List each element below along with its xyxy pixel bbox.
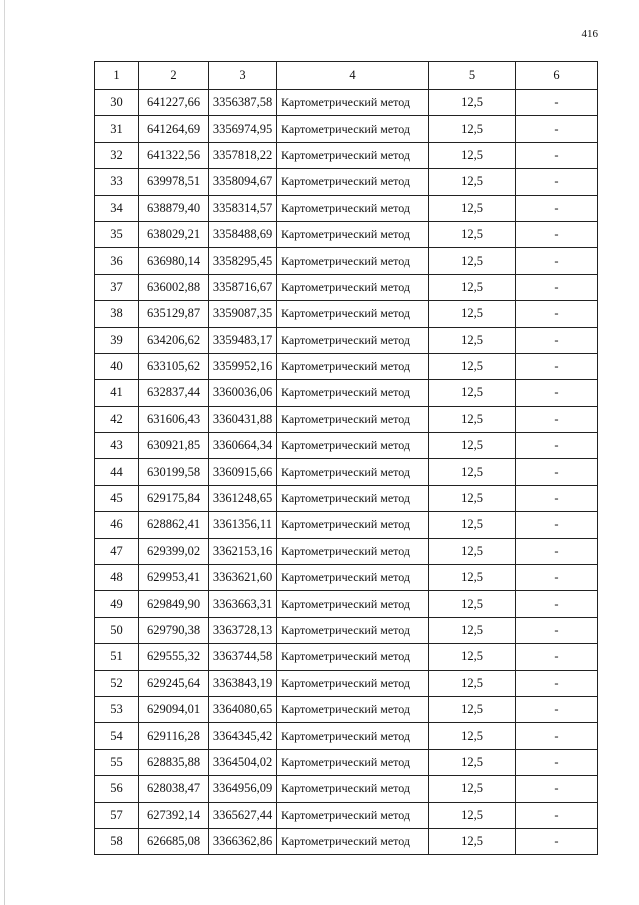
note-cell: - [516,591,598,617]
method-cell: Картометрический метод [277,749,429,775]
note-cell: - [516,90,598,116]
y-coordinate-cell: 3358094,67 [209,169,277,195]
header-cell: 4 [277,62,429,90]
note-cell: - [516,380,598,406]
table-row [95,802,598,828]
point-number-cell: 48 [95,565,139,591]
x-coordinate-cell: 629849,90 [139,591,209,617]
x-coordinate-cell: 630921,85 [139,433,209,459]
y-coordinate-cell: 3364080,65 [209,696,277,722]
y-coordinate-cell: 3363843,19 [209,670,277,696]
x-coordinate-cell: 629094,01 [139,696,209,722]
point-number-cell: 34 [95,195,139,221]
table-row [95,485,598,511]
method-cell: Картометрический метод [277,670,429,696]
point-number-cell: 45 [95,485,139,511]
point-number-cell: 42 [95,406,139,432]
method-cell: Картометрический метод [277,591,429,617]
coordinates-table [94,61,598,855]
note-cell: - [516,195,598,221]
x-coordinate-cell: 632837,44 [139,380,209,406]
note-cell: - [516,776,598,802]
y-coordinate-cell: 3363728,13 [209,617,277,643]
note-cell: - [516,723,598,749]
note-cell: - [516,142,598,168]
accuracy-cell: 12,5 [429,195,516,221]
x-coordinate-cell: 629953,41 [139,565,209,591]
y-coordinate-cell: 3362153,16 [209,538,277,564]
x-coordinate-cell: 636002,88 [139,274,209,300]
method-cell: Картометрический метод [277,485,429,511]
note-cell: - [516,749,598,775]
accuracy-cell: 12,5 [429,538,516,564]
table-row [95,142,598,168]
y-coordinate-cell: 3364345,42 [209,723,277,749]
accuracy-cell: 12,5 [429,670,516,696]
method-cell: Картометрический метод [277,617,429,643]
y-coordinate-cell: 3363744,58 [209,644,277,670]
method-cell: Картометрический метод [277,538,429,564]
method-cell: Картометрический метод [277,459,429,485]
point-number-cell: 54 [95,723,139,749]
note-cell: - [516,459,598,485]
header-cell: 3 [209,62,277,90]
note-cell: - [516,617,598,643]
accuracy-cell: 12,5 [429,459,516,485]
table-row [95,380,598,406]
method-cell: Картометрический метод [277,195,429,221]
table-row [95,459,598,485]
y-coordinate-cell: 3356387,58 [209,90,277,116]
y-coordinate-cell: 3358314,57 [209,195,277,221]
table-row [95,565,598,591]
x-coordinate-cell: 630199,58 [139,459,209,485]
method-cell: Картометрический метод [277,116,429,142]
note-cell: - [516,644,598,670]
point-number-cell: 41 [95,380,139,406]
method-cell: Картометрический метод [277,406,429,432]
accuracy-cell: 12,5 [429,591,516,617]
table-row [95,406,598,432]
x-coordinate-cell: 629175,84 [139,485,209,511]
point-number-cell: 40 [95,353,139,379]
method-cell: Картометрический метод [277,644,429,670]
table-row [95,670,598,696]
method-cell: Картометрический метод [277,248,429,274]
point-number-cell: 37 [95,274,139,300]
method-cell: Картометрический метод [277,353,429,379]
x-coordinate-cell: 641322,56 [139,142,209,168]
x-coordinate-cell: 626685,08 [139,828,209,854]
note-cell: - [516,802,598,828]
x-coordinate-cell: 629116,28 [139,723,209,749]
note-cell: - [516,485,598,511]
y-coordinate-cell: 3363663,31 [209,591,277,617]
table-row [95,301,598,327]
accuracy-cell: 12,5 [429,221,516,247]
y-coordinate-cell: 3365627,44 [209,802,277,828]
accuracy-cell: 12,5 [429,90,516,116]
accuracy-cell: 12,5 [429,274,516,300]
note-cell: - [516,512,598,538]
y-coordinate-cell: 3358716,67 [209,274,277,300]
note-cell: - [516,327,598,353]
method-cell: Картометрический метод [277,221,429,247]
table-row [95,433,598,459]
accuracy-cell: 12,5 [429,512,516,538]
method-cell: Картометрический метод [277,802,429,828]
table-header-row [95,62,598,90]
point-number-cell: 44 [95,459,139,485]
point-number-cell: 35 [95,221,139,247]
y-coordinate-cell: 3363621,60 [209,565,277,591]
method-cell: Картометрический метод [277,828,429,854]
accuracy-cell: 12,5 [429,617,516,643]
method-cell: Картометрический метод [277,776,429,802]
table-row [95,221,598,247]
y-coordinate-cell: 3364504,02 [209,749,277,775]
x-coordinate-cell: 629555,32 [139,644,209,670]
point-number-cell: 57 [95,802,139,828]
accuracy-cell: 12,5 [429,327,516,353]
x-coordinate-cell: 636980,14 [139,248,209,274]
x-coordinate-cell: 628038,47 [139,776,209,802]
accuracy-cell: 12,5 [429,565,516,591]
point-number-cell: 39 [95,327,139,353]
table-row [95,644,598,670]
note-cell: - [516,169,598,195]
method-cell: Картометрический метод [277,90,429,116]
y-coordinate-cell: 3356974,95 [209,116,277,142]
table-row [95,195,598,221]
x-coordinate-cell: 629790,38 [139,617,209,643]
point-number-cell: 51 [95,644,139,670]
point-number-cell: 58 [95,828,139,854]
note-cell: - [516,221,598,247]
method-cell: Картометрический метод [277,696,429,722]
point-number-cell: 43 [95,433,139,459]
table-row [95,353,598,379]
table-row [95,828,598,854]
method-cell: Картометрический метод [277,274,429,300]
method-cell: Картометрический метод [277,169,429,195]
point-number-cell: 32 [95,142,139,168]
y-coordinate-cell: 3361356,11 [209,512,277,538]
x-coordinate-cell: 629245,64 [139,670,209,696]
y-coordinate-cell: 3360664,34 [209,433,277,459]
note-cell: - [516,828,598,854]
y-coordinate-cell: 3361248,65 [209,485,277,511]
point-number-cell: 47 [95,538,139,564]
table-row [95,723,598,749]
note-cell: - [516,406,598,432]
note-cell: - [516,353,598,379]
page-number: 416 [581,28,598,40]
point-number-cell: 49 [95,591,139,617]
table-row [95,169,598,195]
y-coordinate-cell: 3364956,09 [209,776,277,802]
accuracy-cell: 12,5 [429,116,516,142]
accuracy-cell: 12,5 [429,723,516,749]
note-cell: - [516,433,598,459]
accuracy-cell: 12,5 [429,301,516,327]
table-row [95,90,598,116]
accuracy-cell: 12,5 [429,776,516,802]
note-cell: - [516,116,598,142]
x-coordinate-cell: 638879,40 [139,195,209,221]
y-coordinate-cell: 3359952,16 [209,353,277,379]
x-coordinate-cell: 641227,66 [139,90,209,116]
method-cell: Картометрический метод [277,380,429,406]
point-number-cell: 55 [95,749,139,775]
note-cell: - [516,696,598,722]
x-coordinate-cell: 628862,41 [139,512,209,538]
x-coordinate-cell: 639978,51 [139,169,209,195]
table-row [95,116,598,142]
point-number-cell: 52 [95,670,139,696]
accuracy-cell: 12,5 [429,380,516,406]
x-coordinate-cell: 641264,69 [139,116,209,142]
point-number-cell: 38 [95,301,139,327]
point-number-cell: 36 [95,248,139,274]
header-cell: 2 [139,62,209,90]
accuracy-cell: 12,5 [429,696,516,722]
method-cell: Картометрический метод [277,512,429,538]
table-row [95,248,598,274]
y-coordinate-cell: 3366362,86 [209,828,277,854]
accuracy-cell: 12,5 [429,169,516,195]
x-coordinate-cell: 628835,88 [139,749,209,775]
note-cell: - [516,670,598,696]
x-coordinate-cell: 634206,62 [139,327,209,353]
table-row [95,749,598,775]
table-row [95,617,598,643]
y-coordinate-cell: 3360036,06 [209,380,277,406]
table-row [95,776,598,802]
header-cell: 1 [95,62,139,90]
point-number-cell: 31 [95,116,139,142]
x-coordinate-cell: 635129,87 [139,301,209,327]
note-cell: - [516,538,598,564]
accuracy-cell: 12,5 [429,802,516,828]
point-number-cell: 50 [95,617,139,643]
header-cell: 5 [429,62,516,90]
accuracy-cell: 12,5 [429,644,516,670]
point-number-cell: 33 [95,169,139,195]
method-cell: Картометрический метод [277,433,429,459]
method-cell: Картометрический метод [277,301,429,327]
accuracy-cell: 12,5 [429,485,516,511]
note-cell: - [516,274,598,300]
y-coordinate-cell: 3359087,35 [209,301,277,327]
accuracy-cell: 12,5 [429,248,516,274]
table-row [95,512,598,538]
table-row [95,327,598,353]
point-number-cell: 30 [95,90,139,116]
x-coordinate-cell: 638029,21 [139,221,209,247]
x-coordinate-cell: 633105,62 [139,353,209,379]
y-coordinate-cell: 3358488,69 [209,221,277,247]
y-coordinate-cell: 3360915,66 [209,459,277,485]
accuracy-cell: 12,5 [429,406,516,432]
accuracy-cell: 12,5 [429,828,516,854]
note-cell: - [516,301,598,327]
accuracy-cell: 12,5 [429,749,516,775]
point-number-cell: 56 [95,776,139,802]
header-cell: 6 [516,62,598,90]
y-coordinate-cell: 3359483,17 [209,327,277,353]
point-number-cell: 46 [95,512,139,538]
scan-edge-line [4,0,5,905]
y-coordinate-cell: 3358295,45 [209,248,277,274]
y-coordinate-cell: 3360431,88 [209,406,277,432]
method-cell: Картометрический метод [277,565,429,591]
x-coordinate-cell: 631606,43 [139,406,209,432]
y-coordinate-cell: 3357818,22 [209,142,277,168]
accuracy-cell: 12,5 [429,353,516,379]
point-number-cell: 53 [95,696,139,722]
table-row [95,696,598,722]
table-row [95,274,598,300]
method-cell: Картометрический метод [277,142,429,168]
accuracy-cell: 12,5 [429,433,516,459]
table-row [95,591,598,617]
method-cell: Картометрический метод [277,327,429,353]
x-coordinate-cell: 627392,14 [139,802,209,828]
accuracy-cell: 12,5 [429,142,516,168]
x-coordinate-cell: 629399,02 [139,538,209,564]
table-row [95,538,598,564]
note-cell: - [516,565,598,591]
method-cell: Картометрический метод [277,723,429,749]
note-cell: - [516,248,598,274]
